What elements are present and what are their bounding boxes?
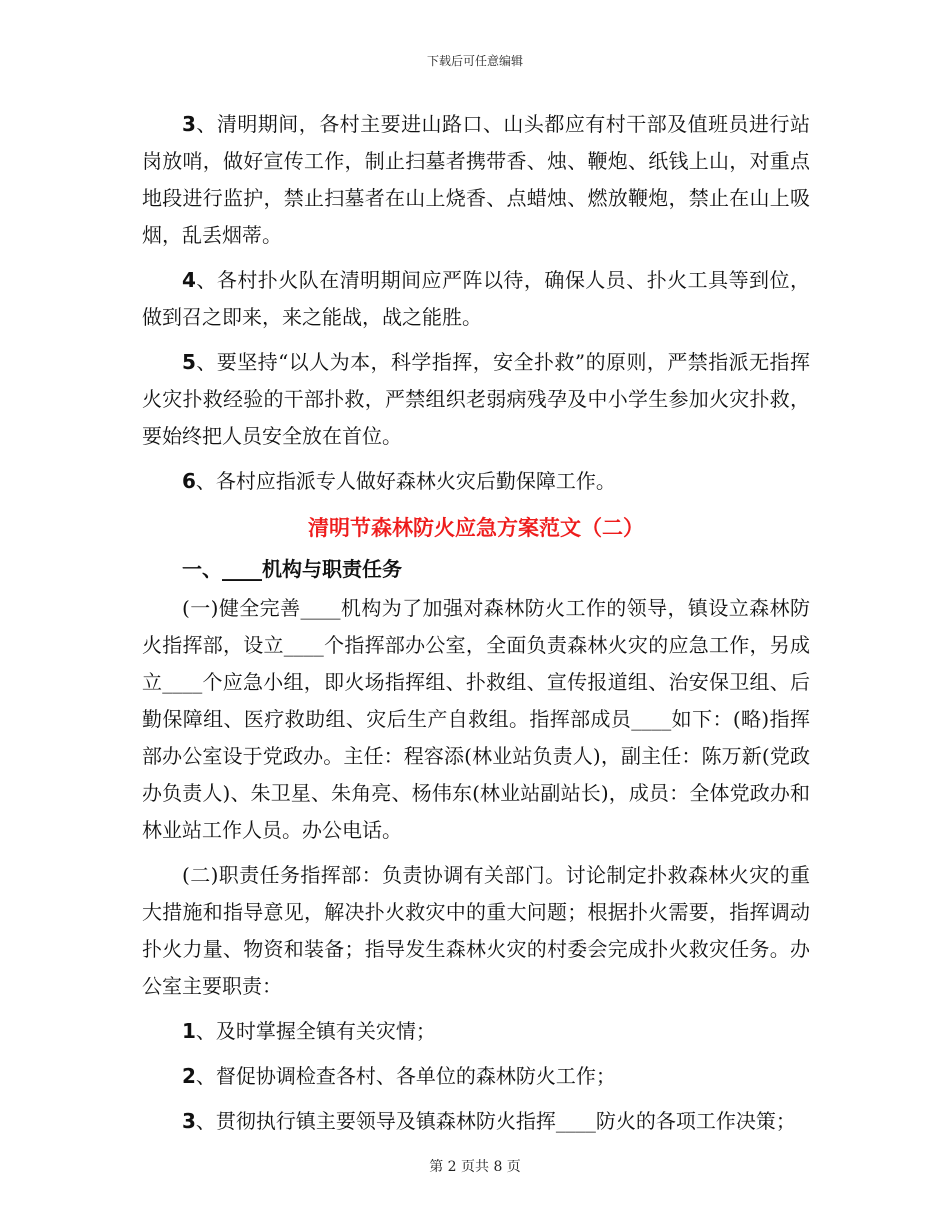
paragraph-duties: (二)职责任务指挥部：负责协调有关部门。讨论制定扑救森林火灾的重大措施和指导意见，解决扑火救灾中的重大问题；根据扑火需要，指挥调动扑火力量、物资和装备；指导发生森林火灾的村委会完成扑火救灾任务。办公室主要职责： (142, 863, 810, 998)
item-number: 3 (182, 112, 196, 136)
item-number: 3 (182, 1109, 196, 1133)
list-item (142, 1103, 810, 1140)
list-item (142, 1013, 810, 1050)
page-footer-number: 第 2 页共 8 页 (429, 1159, 521, 1175)
paragraph-organization: (一)健全完善____机构为了加强对森林防火工作的领导，镇设立森林防火指挥部，设立____个指挥部办公室，全面负责森林火灾的应急工作，另成立____个应急小组，即火场指挥组、扑救组、宣传报道组、治安保卫组、后勤保障组、医疗救助组、灾后生产自救组。指挥部成员____如下：(略)指挥部办公室设于党政办。主任：程容添(林业站负责人)，副主任：陈万新(党政办负责人)、朱卫星、朱角亮、杨伟东(林业站副站长)，成员：全体党政办和林业站工作人员。办公电话。 (142, 596, 810, 842)
item-text: 、各村扑火队在清明期间应严阵以待，确保人员、扑火工具等到位，做到召之即来，来之能战，战之能胜。 (142, 268, 810, 329)
item-text: 、要坚持“以人为本，科学指挥，安全扑救”的原则，严禁指派无指挥火灾扑救经验的干部扑救，严禁组织老弱病残孕及中小学生参加火灾扑救，要始终把人员安全放在首位。 (142, 350, 810, 448)
document-title: 清明节森林防火应急方案范文（二） (308, 516, 644, 540)
item-text: 、各村应指派专人做好森林火灾后勤保障工作。 (195, 469, 616, 493)
item-text: 、贯彻执行镇主要领导及镇森林防火指挥____防火的各项工作决策； (195, 1109, 796, 1133)
item-text: 、清明期间，各村主要进山路口、山头都应有村干部及值班员进行站岗放哨，做好宣传工作，制止扫墓者携带香、烛、鞭炮、纸钱上山，对重点地段进行监护，禁止扫墓者在山上烧香、点蜡烛、燃放鞭炮，禁止在山上吸烟，乱丢烟蒂。 (142, 112, 810, 247)
page-header-note: 下载后可任意编辑 (426, 54, 523, 68)
item-number: 6 (182, 469, 196, 493)
item-number: 4 (182, 268, 196, 292)
list-item (142, 106, 810, 254)
item-number: 2 (182, 1064, 196, 1088)
item-number: 1 (182, 1019, 196, 1043)
item-number: 5 (182, 350, 196, 374)
list-item (142, 262, 810, 336)
item-text: 、及时掌握全镇有关灾情； (195, 1019, 436, 1043)
section-heading: 一、____机构与职责任务 (182, 557, 402, 581)
list-item (142, 344, 810, 455)
document-body (142, 106, 810, 1148)
list-item (142, 463, 810, 500)
item-text: 、督促协调检查各村、各单位的森林防火工作； (195, 1064, 616, 1088)
list-item (142, 1058, 810, 1095)
